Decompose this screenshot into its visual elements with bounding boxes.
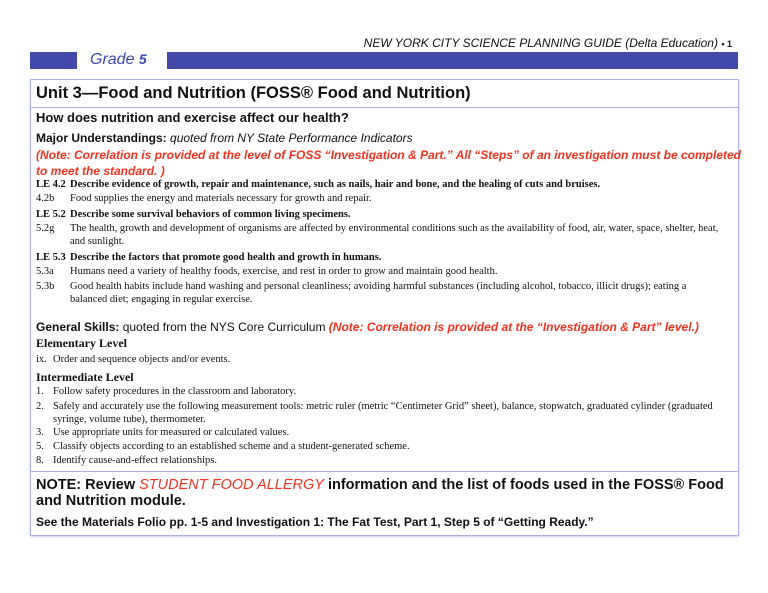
materials-reference: See the Materials Folio pp. 1-5 and Investigation 1: The Fat Test, Part 1, Step 5 of “Getting Ready.” xyxy=(36,515,594,529)
header-title: NEW YORK CITY SCIENCE PLANNING GUIDE (Delta Education) xyxy=(363,36,718,50)
major-source: quoted from NY State Performance Indicators xyxy=(166,131,413,145)
major-note-line2: to meet the standard. ) xyxy=(36,164,165,178)
running-header xyxy=(364,36,732,51)
major-understandings-heading xyxy=(36,131,413,145)
grade-bar-right xyxy=(167,52,738,69)
indicator-5-3b: 5.3b Good health habits include hand washing and personal cleanliness; avoiding harmful substances (including alcohol, tobacco, illicit drugs); eating a xyxy=(36,281,687,292)
divider xyxy=(30,107,739,108)
intermediate-skill-1: 1. Follow safety procedures in the classroom and laboratory. xyxy=(36,386,297,397)
grade-number: 5 xyxy=(138,51,147,67)
indicator-5-3a: 5.3a Humans need a variety of healthy foods, exercise, and rest in order to grow and maintain good health. xyxy=(36,266,498,277)
indicator-4-2b: 4.2b Food supplies the energy and materials necessary for growth and repair. xyxy=(36,193,372,204)
intermediate-skill-2-cont: syringe, volume tube), thermometer. xyxy=(53,414,206,425)
intermediate-skill-8: 8. Identify cause-and-effect relationships. xyxy=(36,455,217,466)
allergy-note: NOTE: Review STUDENT FOOD ALLERGY information and the list of foods used in the FOSS® Food xyxy=(36,477,724,493)
indicator-5-3b-cont: balanced diet; engaging in regular exercise. xyxy=(70,294,253,305)
elementary-level-heading: Elementary Level xyxy=(36,336,127,350)
divider xyxy=(30,471,739,472)
intermediate-level-heading: Intermediate Level xyxy=(36,370,134,384)
indicator-le-4-2: LE 4.2 Describe evidence of growth, repair and maintenance, such as nails, hair and bone, and the healing of cuts and bruises. xyxy=(36,179,601,190)
allergy-note-line2: and Nutrition module. xyxy=(36,493,186,509)
indicator-le-5-3: LE 5.3 Describe the factors that promote good health and growth in humans. xyxy=(36,252,382,263)
grade-label-text: Grade xyxy=(90,51,135,68)
page-number: • 1 xyxy=(721,39,732,49)
indicator-le-5-2: LE 5.2 Describe some survival behaviors of common living specimens. xyxy=(36,209,351,220)
elementary-skill: ix. Order and sequence objects and/or events. xyxy=(36,354,231,365)
intermediate-skill-2: 2. Safely and accurately use the following measurement tools: metric ruler (metric “Centimeter Grid” sheet), balance, stopwatch, graduated cylinder (graduated xyxy=(36,401,713,412)
guiding-question: How does nutrition and exercise affect our health? xyxy=(36,110,349,125)
unit-title: Unit 3—Food and Nutrition (FOSS® Food and Nutrition) xyxy=(36,84,471,102)
major-label: Major Understandings: xyxy=(36,131,167,145)
intermediate-skill-3: 3. Use appropriate units for measured or calculated values. xyxy=(36,427,290,438)
indicator-5-2g-cont: and sunlight. xyxy=(70,236,125,247)
grade-bar-left xyxy=(30,52,77,69)
general-skills-heading: General Skills: quoted from the NYS Core Curriculum (Note: Correlation is provided at the “Investigation & Part” level.) xyxy=(36,320,699,334)
indicator-5-2g: 5.2g The health, growth and development of organisms are affected by environmental conditions such as the availability of food, air, water, space, shelter, heat, xyxy=(36,223,719,234)
major-note-line1: (Note: Correlation is provided at the level of FOSS “Investigation & Part.” All “Steps” of an investigation must be completed xyxy=(36,148,741,162)
grade-label xyxy=(90,51,147,69)
intermediate-skill-5: 5. Classify objects according to an established scheme and a student-generated scheme. xyxy=(36,441,410,452)
